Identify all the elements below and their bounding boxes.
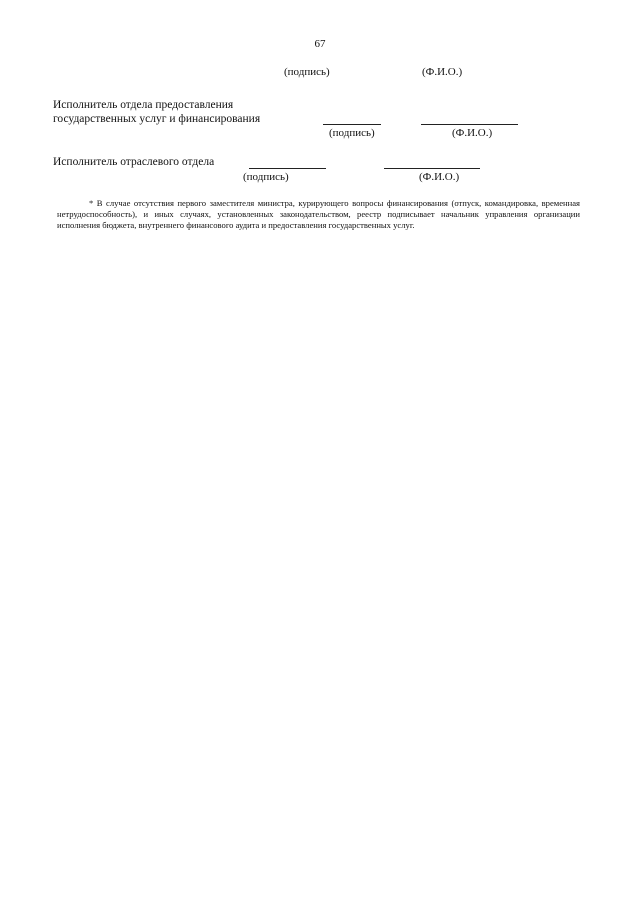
executor-financing-label-line1: Исполнитель отдела предоставления (53, 99, 234, 111)
footnote: * В случае отсутствия первого заместителя министра, курирующего вопросы финансирования (отпуск, командировка, временная нетрудоспособность), и иных случаях, установленных законодательством, реестр подписывает начальник управления организации исполнения бюджета, внутреннего финансового аудита и предоставления государственных услуг. (57, 198, 580, 230)
executor-sector-signature-line (249, 168, 326, 169)
top-signature-caption: (подпись) (284, 66, 330, 78)
executor-sector-signature-caption: (подпись) (243, 171, 289, 183)
top-name-caption: (Ф.И.О.) (422, 66, 463, 78)
page-number: 67 (314, 38, 326, 50)
executor-financing-signature-line (323, 124, 381, 125)
executor-sector-name-caption: (Ф.И.О.) (419, 171, 460, 183)
executor-sector-label: Исполнитель отраслевого отдела (53, 156, 215, 168)
executor-financing-label-line2: государственных услуг и финансирования (53, 113, 261, 125)
executor-financing-name-caption: (Ф.И.О.) (452, 127, 493, 139)
executor-sector-name-line (384, 168, 480, 169)
executor-financing-name-line (421, 124, 518, 125)
executor-financing-signature-caption: (подпись) (329, 127, 375, 139)
